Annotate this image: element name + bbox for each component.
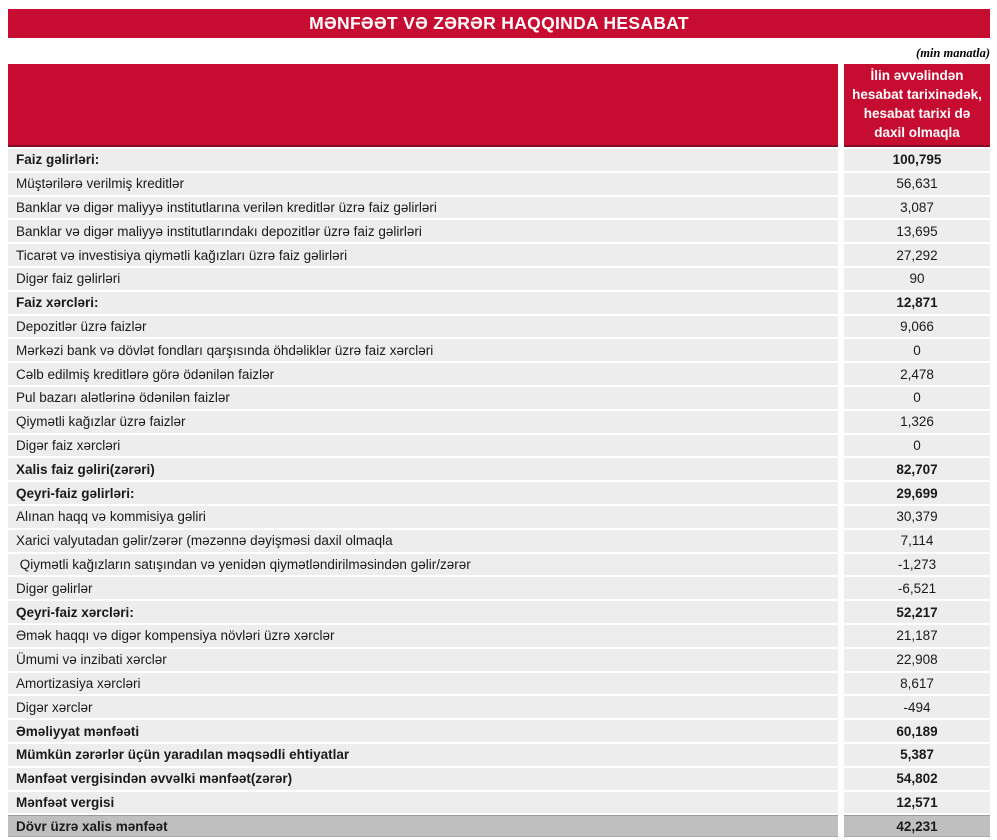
row-label: Digər gəlirlər — [8, 577, 838, 599]
row-label: Mərkəzi bank və dövlət fondları qarşısında öhdəliklər üzrə faiz xərcləri — [8, 339, 838, 361]
table-row — [8, 530, 990, 552]
row-value: 7,114 — [844, 530, 990, 552]
row-label: Xarici valyutadan gəlir/zərər (məzənnə dəyişməsi daxil olmaqla — [8, 530, 838, 552]
row-label: Ümumi və inzibati xərclər — [8, 649, 838, 671]
row-label: Pul bazarı alətlərinə ödənilən faizlər — [8, 387, 838, 409]
table-row — [8, 601, 990, 623]
row-value: 52,217 — [844, 601, 990, 623]
table-row — [8, 316, 990, 338]
row-label: Qeyri-faiz xərcləri: — [8, 601, 838, 623]
table-row — [8, 625, 990, 647]
row-label: Mümkün zərərlər üçün yaradılan məqsədli ehtiyatlar — [8, 744, 838, 766]
row-value: 0 — [844, 339, 990, 361]
row-label: Mənfəət vergisindən əvvəlki mənfəət(zərər) — [8, 768, 838, 790]
table-row — [8, 815, 990, 837]
row-value: 29,699 — [844, 482, 990, 504]
header-cell-period — [844, 64, 990, 147]
row-value: 13,695 — [844, 220, 990, 242]
row-label: Qeyri-faiz gəlirləri: — [8, 482, 838, 504]
row-value: -494 — [844, 696, 990, 718]
row-label: Əmək haqqı və digər kompensiya növləri üzrə xərclər — [8, 625, 838, 647]
table-row — [8, 506, 990, 528]
table-row — [8, 649, 990, 671]
row-label: Qiymətli kağızlar üzrə faizlər — [8, 411, 838, 433]
row-label: Müştərilərə verilmiş kreditlər — [8, 173, 838, 195]
row-value: 0 — [844, 387, 990, 409]
profit-loss-table — [8, 64, 990, 837]
row-value: 5,387 — [844, 744, 990, 766]
table-row — [8, 173, 990, 195]
row-value: 12,871 — [844, 292, 990, 314]
row-value: 1,326 — [844, 411, 990, 433]
header-cell-items — [8, 64, 838, 147]
table-row — [8, 411, 990, 433]
row-label: Cəlb edilmiş kreditlərə görə ödənilən faizlər — [8, 363, 838, 385]
table-row — [8, 554, 990, 576]
row-value: 60,189 — [844, 720, 990, 742]
table-row — [8, 577, 990, 599]
row-value: 54,802 — [844, 768, 990, 790]
row-label: Digər faiz xərcləri — [8, 435, 838, 457]
table-row — [8, 292, 990, 314]
period-column-header: İlin əvvəlindən hesabat tarixinədək, hesabat tarixi də daxil olmaqla — [852, 67, 982, 140]
row-value: 90 — [844, 268, 990, 290]
row-value: 12,571 — [844, 792, 990, 814]
row-value: -1,273 — [844, 554, 990, 576]
table-header-row — [8, 64, 990, 147]
row-value: 0 — [844, 435, 990, 457]
table-row — [8, 768, 990, 790]
table-row — [8, 673, 990, 695]
table-row — [8, 197, 990, 219]
table-row — [8, 149, 990, 171]
report-title-banner — [8, 9, 990, 38]
row-label: Xalis faiz gəliri(zərəri) — [8, 458, 838, 480]
row-label: Digər faiz gəlirləri — [8, 268, 838, 290]
table-row — [8, 744, 990, 766]
row-value: 9,066 — [844, 316, 990, 338]
row-label: Qiymətli kağızların satışından və yenidən qiymətləndirilməsindən gəlir/zərər — [8, 554, 838, 576]
row-value: 2,478 — [844, 363, 990, 385]
row-label: Faiz xərcləri: — [8, 292, 838, 314]
table-row — [8, 435, 990, 457]
table-row — [8, 482, 990, 504]
row-value: 30,379 — [844, 506, 990, 528]
row-label: Əməliyyat mənfəəti — [8, 720, 838, 742]
table-row — [8, 244, 990, 266]
row-value: 82,707 — [844, 458, 990, 480]
row-label: Depozitlər üzrə faizlər — [8, 316, 838, 338]
row-value: 100,795 — [844, 149, 990, 171]
table-body — [8, 149, 990, 837]
row-value: 8,617 — [844, 673, 990, 695]
table-row — [8, 363, 990, 385]
table-row — [8, 720, 990, 742]
table-row — [8, 268, 990, 290]
row-value: 22,908 — [844, 649, 990, 671]
row-label: Dövr üzrə xalis mənfəət — [8, 815, 838, 837]
row-label: Amortizasiya xərcləri — [8, 673, 838, 695]
row-value: 21,187 — [844, 625, 990, 647]
units-note: (min manatla) — [916, 46, 990, 60]
table-row — [8, 387, 990, 409]
report-title: MƏNFƏƏT VƏ ZƏRƏR HAQQINDA HESABAT — [309, 13, 689, 33]
table-row — [8, 220, 990, 242]
row-value: -6,521 — [844, 577, 990, 599]
row-value: 42,231 — [844, 815, 990, 837]
row-label: Alınan haqq və kommisiya gəliri — [8, 506, 838, 528]
row-value: 56,631 — [844, 173, 990, 195]
table-row — [8, 458, 990, 480]
row-label: Banklar və digər maliyyə institutlarına verilən kreditlər üzrə faiz gəlirləri — [8, 197, 838, 219]
row-value: 27,292 — [844, 244, 990, 266]
row-label: Banklar və digər maliyyə institutlarındakı depozitlər üzrə faiz gəlirləri — [8, 220, 838, 242]
row-label: Faiz gəlirləri: — [8, 149, 838, 171]
row-label: Digər xərclər — [8, 696, 838, 718]
row-label: Mənfəət vergisi — [8, 792, 838, 814]
table-row — [8, 792, 990, 814]
row-value: 3,087 — [844, 197, 990, 219]
table-row — [8, 339, 990, 361]
row-label: Ticarət və investisiya qiymətli kağızları üzrə faiz gəlirləri — [8, 244, 838, 266]
table-row — [8, 696, 990, 718]
